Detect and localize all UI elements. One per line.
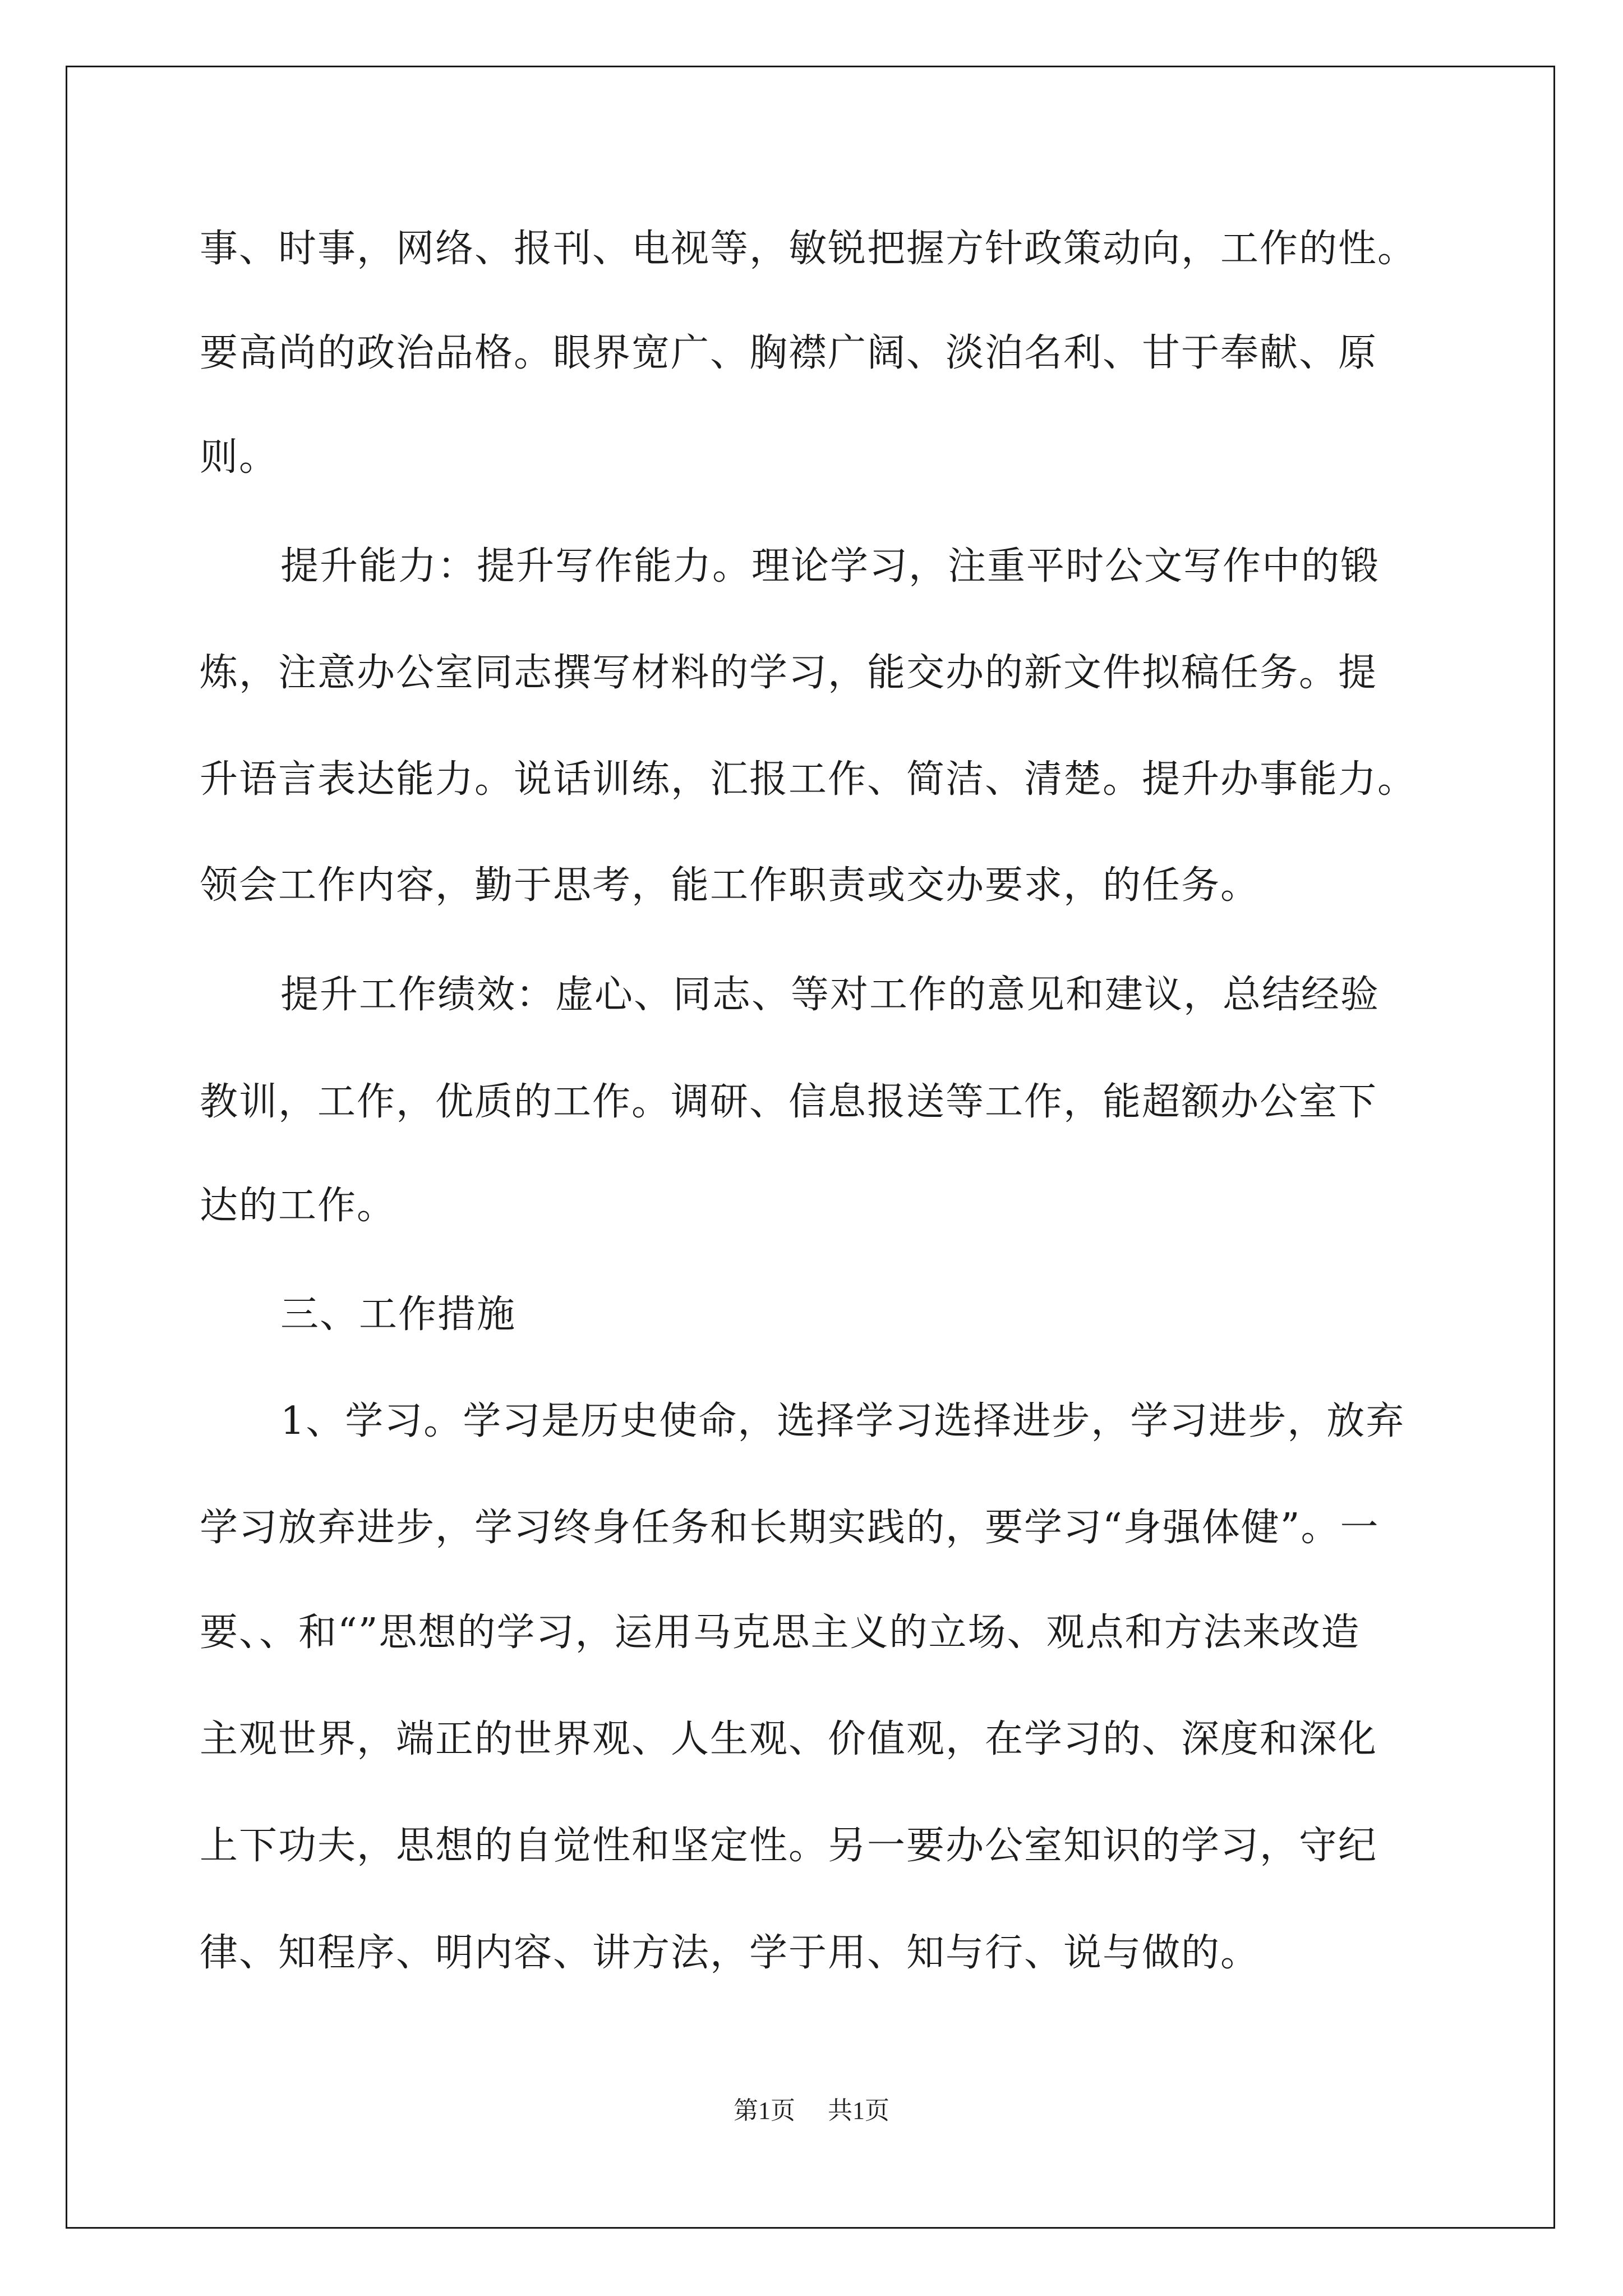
text-line: 学习放弃进步，学习终身任务和长期实践的，要学习“身强体健”。一	[200, 1506, 1380, 1550]
text-line: 主观世界，端正的世界观、人生观、价值观，在学习的、深度和深化	[200, 1717, 1378, 1761]
text-line: 1、学习。学习是历史使命，选择学习选择进步，学习进步，放弃	[280, 1399, 1405, 1443]
text-line: 教训，工作，优质的工作。调研、信息报送等工作，能超额办公室下	[200, 1080, 1378, 1124]
section-heading: 三、工作措施	[280, 1292, 517, 1337]
text-line: 提升能力：提升写作能力。理论学习，注重平时公文写作中的锻	[280, 544, 1380, 588]
page-number: 第1页	[734, 2097, 795, 2124]
text-line: 达的工作。	[200, 1184, 396, 1228]
text-line: 升语言表达能力。说话训练，汇报工作、简洁、清楚。提升办事能力。	[200, 757, 1417, 802]
text-line: 要高尚的政治品格。眼界宽广、胸襟广阔、淡泊名利、甘于奉献、原	[200, 331, 1378, 375]
page-border	[66, 66, 1555, 2229]
text-line: 炼，注意办公室同志撰写材料的学习，能交办的新文件拟稿任务。提	[200, 651, 1378, 695]
text-line: 要、、和“”思想的学习，运用马克思主义的立场、观点和方法来改造	[200, 1611, 1361, 1655]
page-footer	[0, 2090, 1623, 2126]
page-total: 共1页	[828, 2097, 889, 2124]
text-line: 上下功夫，思想的自觉性和坚定性。另一要办公室知识的学习，守纪	[200, 1824, 1378, 1868]
text-line: 则。	[200, 435, 279, 480]
text-line: 律、知程序、明内容、讲方法，学于用、知与行、说与做的。	[200, 1931, 1260, 1975]
text-line: 事、时事，网络、报刊、电视等，敏锐把握方针政策动向，工作的性。	[200, 227, 1417, 271]
text-line: 领会工作内容，勤于思考，能工作职责或交办要求，的任务。	[200, 863, 1260, 908]
text-line: 提升工作绩效：虚心、同志、等对工作的意见和建议，总结经验	[280, 973, 1380, 1017]
